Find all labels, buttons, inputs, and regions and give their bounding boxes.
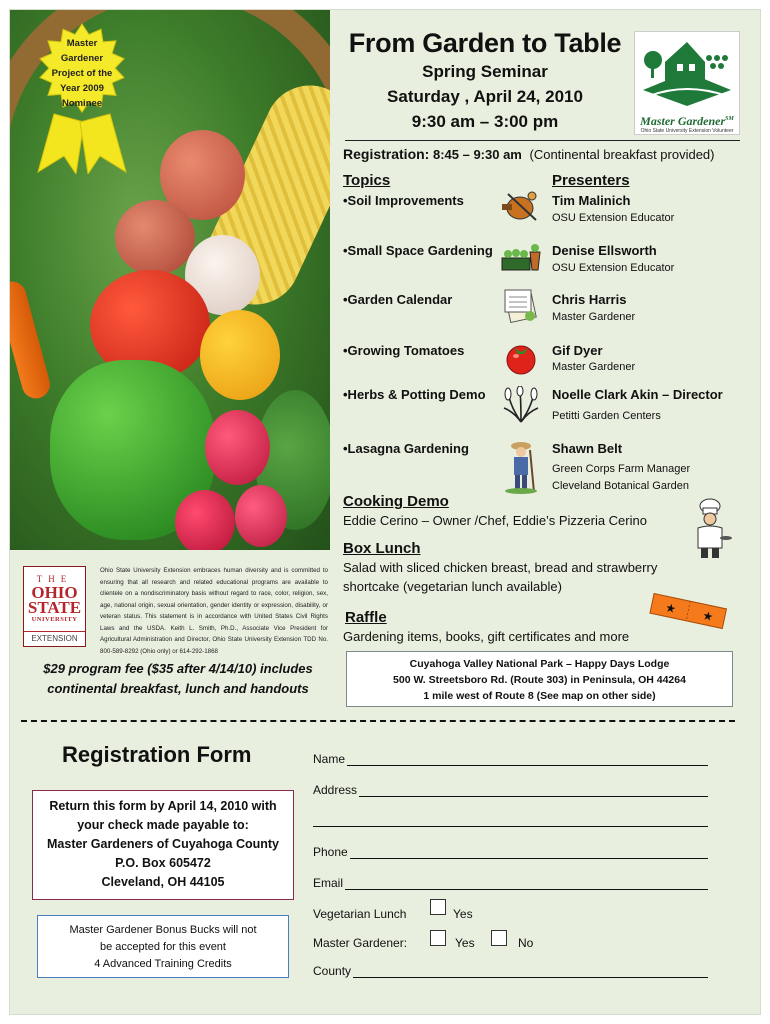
location-box	[346, 651, 733, 707]
box-lunch-text: Salad with sliced chicken breast, bread and strawberry	[343, 560, 658, 575]
calendar-icon	[500, 286, 542, 326]
name-field[interactable]	[313, 752, 708, 766]
bonus-line: be accepted for this event	[100, 941, 226, 953]
topics-heading: Topics	[343, 172, 391, 189]
ribbon-line: Year 2009	[60, 83, 104, 94]
ribbon-line: Gardener	[60, 53, 104, 64]
carrot	[10, 278, 53, 401]
box-lunch-heading: Box Lunch	[343, 540, 421, 557]
page-title: From Garden to Table	[348, 28, 622, 58]
bonus-bucks-box	[37, 915, 289, 978]
return-line: P.O. Box 605472	[115, 856, 211, 870]
county-label: County	[313, 964, 352, 978]
osu-logo-wordmark	[24, 585, 85, 624]
ribbon-text	[37, 36, 127, 111]
header-divider	[345, 140, 740, 141]
return-instructions-box	[32, 790, 294, 900]
presenter-role: OSU Extension Educator	[552, 262, 675, 274]
phone-line[interactable]	[350, 847, 708, 859]
registration-form-title: Registration Form	[62, 742, 252, 767]
return-line: Master Gardeners of Cuyahoga County	[47, 837, 279, 851]
box-lunch-text: shortcake (vegetarian lunch available)	[343, 579, 562, 594]
master-gardener-yes-checkbox[interactable]	[430, 930, 446, 946]
raffle-heading: Raffle	[345, 609, 387, 626]
presenter-role: Petitti Garden Centers	[552, 410, 661, 422]
tomato-icon	[500, 338, 542, 378]
county-field[interactable]	[313, 964, 708, 978]
county-line[interactable]	[353, 966, 708, 978]
radish	[235, 485, 287, 547]
vegetarian-row	[313, 898, 513, 920]
cooking-demo-text: Eddie Cerino – Owner /Chef, Eddie’s Pizzeria Cerino	[343, 513, 647, 528]
osu-logo-ohio: OHIO	[31, 583, 78, 602]
presenters-heading: Presenters	[552, 172, 630, 189]
gardener-icon	[500, 440, 542, 494]
osu-logo-state: STATE	[27, 598, 82, 617]
topic-item: •Lasagna Gardening	[343, 441, 469, 456]
presenter-name: Tim Malinich	[552, 193, 631, 208]
ribbon-line: Project of the	[51, 68, 113, 79]
presenter-role: Master Gardener	[552, 361, 636, 373]
potato	[115, 200, 195, 275]
email-field[interactable]	[313, 876, 708, 890]
topic-item: •Herbs & Potting Demo	[343, 387, 486, 402]
registration-time	[343, 146, 715, 162]
address-extra-line[interactable]	[313, 815, 708, 827]
radish	[175, 490, 235, 550]
vegetarian-label: Vegetarian Lunch	[313, 907, 407, 921]
vegetarian-yes-checkbox[interactable]	[430, 899, 446, 915]
presenter-name: Gif Dyer	[552, 343, 603, 358]
radish	[205, 410, 270, 485]
phone-label: Phone	[313, 845, 348, 859]
return-line: Return this form by April 14, 2010 with	[49, 799, 277, 813]
raffle-tickets-icon	[647, 593, 729, 631]
presenter-name: Noelle Clark Akin – Director	[552, 387, 723, 402]
cooking-demo-heading: Cooking Demo	[343, 493, 449, 510]
email-line[interactable]	[345, 878, 708, 890]
location-line: 1 mile west of Route 8 (See map on other side)	[423, 690, 656, 702]
phone-field[interactable]	[313, 845, 708, 859]
address-line[interactable]	[359, 785, 708, 797]
address-label: Address	[313, 783, 358, 797]
svg-text:★: ★	[664, 600, 678, 617]
master-gardener-no-label: No	[518, 936, 534, 950]
bonus-line: 4 Advanced Training Credits	[94, 958, 232, 970]
address-field[interactable]	[313, 783, 708, 797]
seed-tray-icon	[500, 236, 542, 276]
ribbon-line: Nominee	[61, 98, 103, 109]
chef-icon	[688, 498, 732, 560]
yellow-pepper	[200, 310, 280, 400]
presenter-role: Cleveland Botanical Garden	[552, 480, 689, 492]
registration-label: Registration:	[343, 146, 430, 162]
topic-item: •Growing Tomatoes	[343, 343, 465, 358]
osu-logo-university: UNIVERSITY	[31, 616, 78, 623]
location-line: 500 W. Streetsboro Rd. (Route 303) in Peninsula, OH 44264	[393, 674, 686, 686]
presenter-name: Chris Harris	[552, 292, 627, 307]
seminar-subtitle: Spring Seminar	[422, 62, 548, 81]
email-label: Email	[313, 876, 344, 890]
return-line: your check made payable to:	[77, 818, 249, 832]
presenter-name: Denise Ellsworth	[552, 243, 657, 258]
seminar-date: Saturday , April 24, 2010	[387, 87, 583, 106]
seminar-time: 9:30 am – 3:00 pm	[411, 112, 559, 131]
topic-item: •Garden Calendar	[343, 292, 453, 307]
program-fee	[28, 659, 328, 699]
return-line: Cleveland, OH 44105	[101, 875, 225, 889]
bonus-line: Master Gardener Bonus Bucks will not	[69, 924, 257, 936]
master-gardener-no-checkbox[interactable]	[491, 930, 507, 946]
name-label: Name	[313, 752, 346, 766]
herb-pot-icon	[500, 386, 542, 426]
master-gardener-row	[313, 928, 573, 950]
presenter-role: OSU Extension Educator	[552, 212, 675, 224]
presenter-name: Shawn Belt	[552, 441, 623, 456]
logo-org: Ohio State University Extension Volunteer	[640, 128, 734, 134]
name-line[interactable]	[347, 754, 708, 766]
cut-line	[21, 720, 735, 722]
logo-brand: Master Gardener	[640, 114, 726, 128]
osu-extension-logo	[23, 566, 86, 647]
osu-logo-extension: EXTENSION	[24, 631, 85, 643]
raffle-text: Gardening items, books, gift certificates and more	[343, 629, 630, 644]
nondiscrimination-statement: Ohio State University Extension embraces human diversity and is committed to ensuring that all research and related educational programs are available to clientele on a nondiscriminatory basis without regard to race, color, religion, sex, age, national origin, sexual orientation, gender identity or expression, disability, or veteran status. This statement is in accordance with United States Civil Rights Laws and the USDA. Keith L. Smith, Ph.D., Associate Vice President for Agricultural Administration and Director, Ohio State University Extension TDD No. 800-589-8292 (Ohio only) or 614-292-1868	[100, 567, 328, 655]
presenter-role: Green Corps Farm Manager	[552, 463, 691, 475]
topic-item: •Small Space Gardening	[343, 243, 493, 258]
svg-text:★: ★	[701, 608, 715, 625]
shovel-icon	[500, 186, 542, 226]
location-line: Cuyahoga Valley National Park – Happy Days Lodge	[409, 658, 670, 670]
registration-note: (Continental breakfast provided)	[529, 147, 715, 162]
fee-line: continental breakfast, lunch and handouts	[47, 681, 309, 696]
master-gardener-label: Master Gardener:	[313, 936, 408, 950]
ribbon-line: Master	[66, 38, 98, 49]
garden-house-icon	[635, 32, 739, 108]
fee-line: $29 program fee ($35 after 4/14/10) includes	[43, 661, 313, 676]
address-line-2[interactable]	[313, 815, 708, 827]
presenter-role: Master Gardener	[552, 311, 636, 323]
logo-trademark: SM	[725, 116, 734, 122]
master-gardener-logo	[634, 31, 740, 135]
vegetarian-yes-label: Yes	[453, 907, 473, 921]
osu-logo-the: THE	[36, 574, 73, 584]
registration-hours: 8:45 – 9:30 am	[432, 147, 522, 162]
topic-item: •Soil Improvements	[343, 193, 464, 208]
master-gardener-yes-label: Yes	[455, 936, 475, 950]
